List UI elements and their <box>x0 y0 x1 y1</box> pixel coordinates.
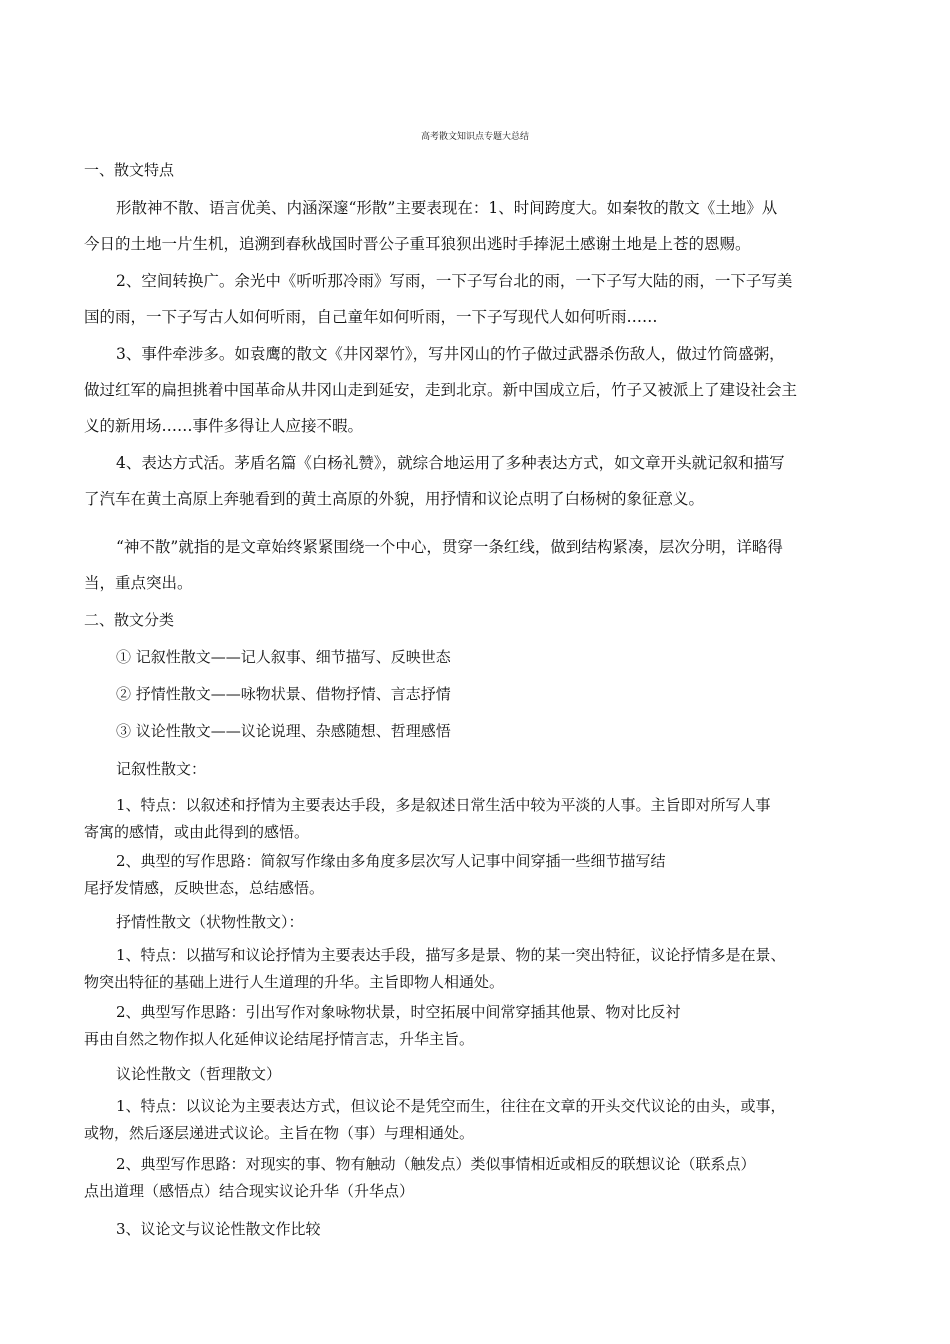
paragraph-line: 1、特点：以描写和议论抒情为主要表达手段，描写多是景、物的某一突出特征，议论抒情多是在景、 <box>116 946 786 964</box>
list-item: ② 抒情性散文——咏物状景、借物抒情、言志抒情 <box>116 685 451 703</box>
paragraph-line: 当，重点突出。 <box>84 574 193 592</box>
paragraph-line: 2、空间转换广。余光中《听听那冷雨》写雨，一下子写台北的雨，一下子写大陆的雨，一下子写美 <box>116 272 793 290</box>
subsection-heading: 记叙性散文： <box>116 760 207 778</box>
paragraph-line: 4、表达方式活。茅盾名篇《白杨礼赞》，就综合地运用了多种表达方式，如文章开头就记叙和描写 <box>116 454 785 472</box>
section-heading: 一、散文特点 <box>84 161 175 179</box>
paragraph-line: 2、典型的写作思路：简叙写作缘由多角度多层次写人记事中间穿插一些细节描写结 <box>116 852 666 870</box>
paragraph-line: 3、事件牵涉多。如袁鹰的散文《井冈翠竹》，写井冈山的竹子做过武器杀伤敌人，做过竹筒盛粥， <box>116 345 785 363</box>
paragraph-line: 点出道理（感悟点）结合现实议论升华（升华点） <box>84 1182 415 1200</box>
paragraph-line: 2、典型写作思路：引出写作对象咏物状景，时空拓展中间常穿插其他景、物对比反衬 <box>116 1003 681 1021</box>
paragraph-line: 国的雨，一下子写古人如何听雨，自己童年如何听雨，一下子写现代人如何听雨…… <box>84 308 658 326</box>
paragraph-line: 寄寓的感情，或由此得到的感悟。 <box>84 823 310 841</box>
paragraph-line: 形散神不散、语言优美、内涵深邃“形散”主要表现在：1、时间跨度大。如秦牧的散文《土地》从 <box>116 199 778 217</box>
paragraph-line: 或物，然后逐层递进式议论。主旨在物（事）与理相通处。 <box>84 1124 475 1142</box>
paragraph-line: 了汽车在黄土高原上奔驰看到的黄土高原的外貌，用抒情和议论点明了白杨树的象征意义。 <box>84 490 705 508</box>
paragraph-line: 2、典型写作思路：对现实的事、物有触动（触发点）类似事情相近或相反的联想议论（联系点） <box>116 1155 756 1173</box>
list-item: ③ 议论性散文——议论说理、杂感随想、哲理感悟 <box>116 722 451 740</box>
paragraph-line: 1、特点：以议论为主要表达方式，但议论不是凭空而生，往往在文章的开头交代议论的由头，或事， <box>116 1097 786 1115</box>
paragraph-line: 再由自然之物作拟人化延伸议论结尾抒情言志，升华主旨。 <box>84 1030 475 1048</box>
paragraph-line: 义的新用场……事件多得让人应接不暇。 <box>84 417 364 435</box>
list-item: ① 记叙性散文——记人叙事、细节描写、反映世态 <box>116 648 451 666</box>
paragraph-line: 3、议论文与议论性散文作比较 <box>116 1220 321 1238</box>
paragraph-line: 1、特点：以叙述和抒情为主要表达手段，多是叙述日常生活中较为平淡的人事。主旨即对所写人事 <box>116 796 771 814</box>
paragraph-line: 做过红军的扁担挑着中国革命从井冈山走到延安，走到北京。新中国成立后，竹子又被派上了建设社会主 <box>84 381 798 399</box>
paragraph-line: “神不散”就指的是文章始终紧紧围绕一个中心，贯穿一条红线，做到结构紧凑，层次分明，详略得 <box>116 538 783 556</box>
section-heading: 二、散文分类 <box>84 611 175 629</box>
subsection-heading: 议论性散文（哲理散文） <box>116 1065 282 1083</box>
subsection-heading: 抒情性散文（状物性散文）： <box>116 913 304 931</box>
paragraph-line: 物突出特征的基础上进行人生道理的升华。主旨即物人相通处。 <box>84 973 505 991</box>
paragraph-line: 今日的土地一片生机，追溯到春秋战国时晋公子重耳狼狈出逃时手捧泥土感谢土地是上苍的恩赐。 <box>84 235 751 253</box>
document-title: 高考散文知识点专题大总结 <box>420 132 529 142</box>
paragraph-line: 尾抒发情感，反映世态，总结感悟。 <box>84 879 325 897</box>
